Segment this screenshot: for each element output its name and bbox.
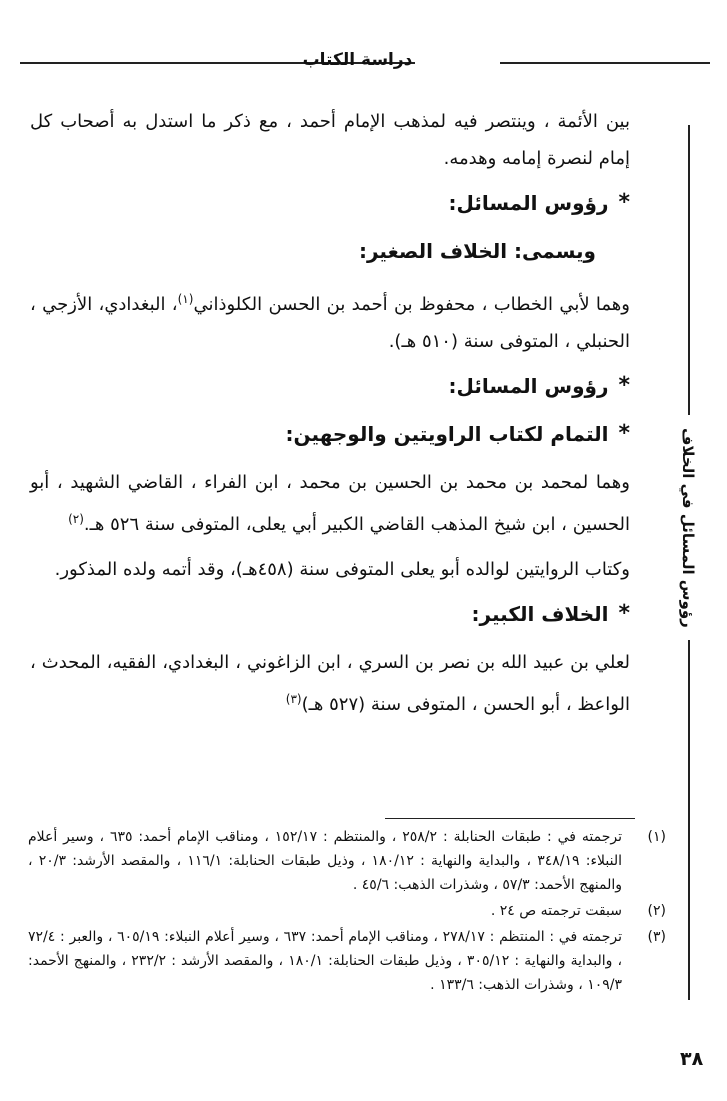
star-bullet: * — [618, 373, 630, 398]
footnote-number: (٢) — [647, 903, 666, 919]
footnote-separator — [385, 818, 635, 819]
heading-ruus-masail-1 — [30, 185, 630, 221]
footnote-text: ترجمته في : طبقات الحنابلة : ٢٥٨/٢ ، والمنتظم : ١٥٢/١٧ ، ومناقب الإمام أحمد: ٦٣٥ ، وسير أعلام النبلاء: ٣٤٨/١٩ ، والبداية والنهاية : ١٨٠/١٢ ، وذيل طبقات الحنابلة: ١١٦/١ ، والمقصد الأرشد: ٢٠/٣ ، والمنهج الأحمد: ٥٧/٣ ، وشذرات الذهب: ٤٥/٦ . — [28, 829, 623, 893]
footnote — [28, 899, 666, 923]
side-rule-bottom — [688, 640, 690, 1000]
star-bullet: * — [618, 421, 630, 446]
paragraph-2-part-a: وهما لأبي الخطاب ، محفوظ بن أحمد بن الحسن الكلوذاني — [193, 294, 630, 315]
heading-ruus-masail-2 — [30, 368, 630, 404]
footnotes — [28, 825, 666, 999]
footnote-number: (١) — [647, 829, 666, 845]
paragraph-5-text: لعلي بن عبيد الله بن نصر بن السري ، ابن الزاغوني ، البغدادي، الفقيه، المحدث ، الواعظ ، أبو الحسن ، المتوفى سنة (٥٢٧ هـ) — [30, 652, 630, 715]
side-rule-top — [688, 125, 690, 415]
side-running-title: رؤوس المسائل في الخلاف — [679, 427, 697, 628]
page-number: ٣٨ — [680, 1048, 704, 1070]
header-title: دراسة الكتاب — [302, 50, 413, 70]
main-text — [30, 103, 630, 731]
footnote-ref-3: (٣) — [285, 692, 302, 706]
star-bullet: * — [618, 601, 630, 626]
footnote — [28, 925, 666, 997]
footnote-number: (٣) — [647, 929, 666, 945]
footnote-ref-1: (١) — [177, 292, 194, 306]
footnote — [28, 825, 666, 897]
heading-text: رؤوس المسائل: — [448, 374, 609, 398]
paragraph-4: وكتاب الروايتين لوالده أبو يعلى المتوفى سنة (٤٥٨هـ)، وقد أتمه ولده المذكور. — [54, 559, 630, 580]
subheading-alkhilaf-alsaghir: ويسمى: الخلاف الصغير: — [358, 239, 596, 263]
heading-altamam — [30, 416, 630, 452]
paragraph-5 — [30, 644, 630, 723]
footnote-ref-2: (٢) — [68, 512, 84, 526]
paragraph-2-part-b: ، البغدادي، الأزجي ، الحنبلي ، المتوفى سنة (٥١٠ هـ). — [30, 294, 630, 352]
header-rule-right — [500, 62, 710, 64]
paragraph-2 — [30, 281, 630, 360]
star-bullet: * — [618, 190, 630, 215]
paragraph-3-text: وهما لمحمد بن محمد بن الحسين بن محمد ، ابن الفراء ، القاضي الشهيد ، أبو الحسين ، ابن شيخ المذهب القاضي الكبير أبي يعلى، المتوفى سنة ٥٢٦ هـ. — [30, 472, 630, 535]
running-header — [20, 50, 710, 74]
heading-text: الخلاف الكبير: — [471, 602, 609, 626]
heading-alkhilaf-alkabir — [30, 596, 630, 632]
footnote-text: ترجمته في : المنتظم : ٢٧٨/١٧ ، ومناقب الإمام أحمد: ٦٣٧ ، وسير أعلام النبلاء: ٦٠٥/١٩ ، والعبر : ٧٢/٤ ، والبداية والنهاية : ٣٠٥/١٢ ، وذيل طبقات الحنابلة: ١٨٠/١ ، والمقصد الأرشد : ٢٣٢/٢ ، والمنهج الأحمد: ١٠٩/٣ ، وشذرات الذهب: ١٣٣/٦ . — [28, 929, 623, 993]
heading-text: التمام لكتاب الراويتين والوجهين: — [285, 422, 609, 446]
footnote-text: سبقت ترجمته ص ٢٤ . — [490, 903, 622, 919]
paragraph-3 — [30, 464, 630, 543]
heading-text: رؤوس المسائل: — [448, 191, 609, 215]
paragraph-1: بين الأئمة ، وينتصر فيه لمذهب الإمام أحمد ، مع ذكر ما استدل به أصحاب كل إمام لنصرة إمامه وهدمه. — [30, 111, 630, 169]
